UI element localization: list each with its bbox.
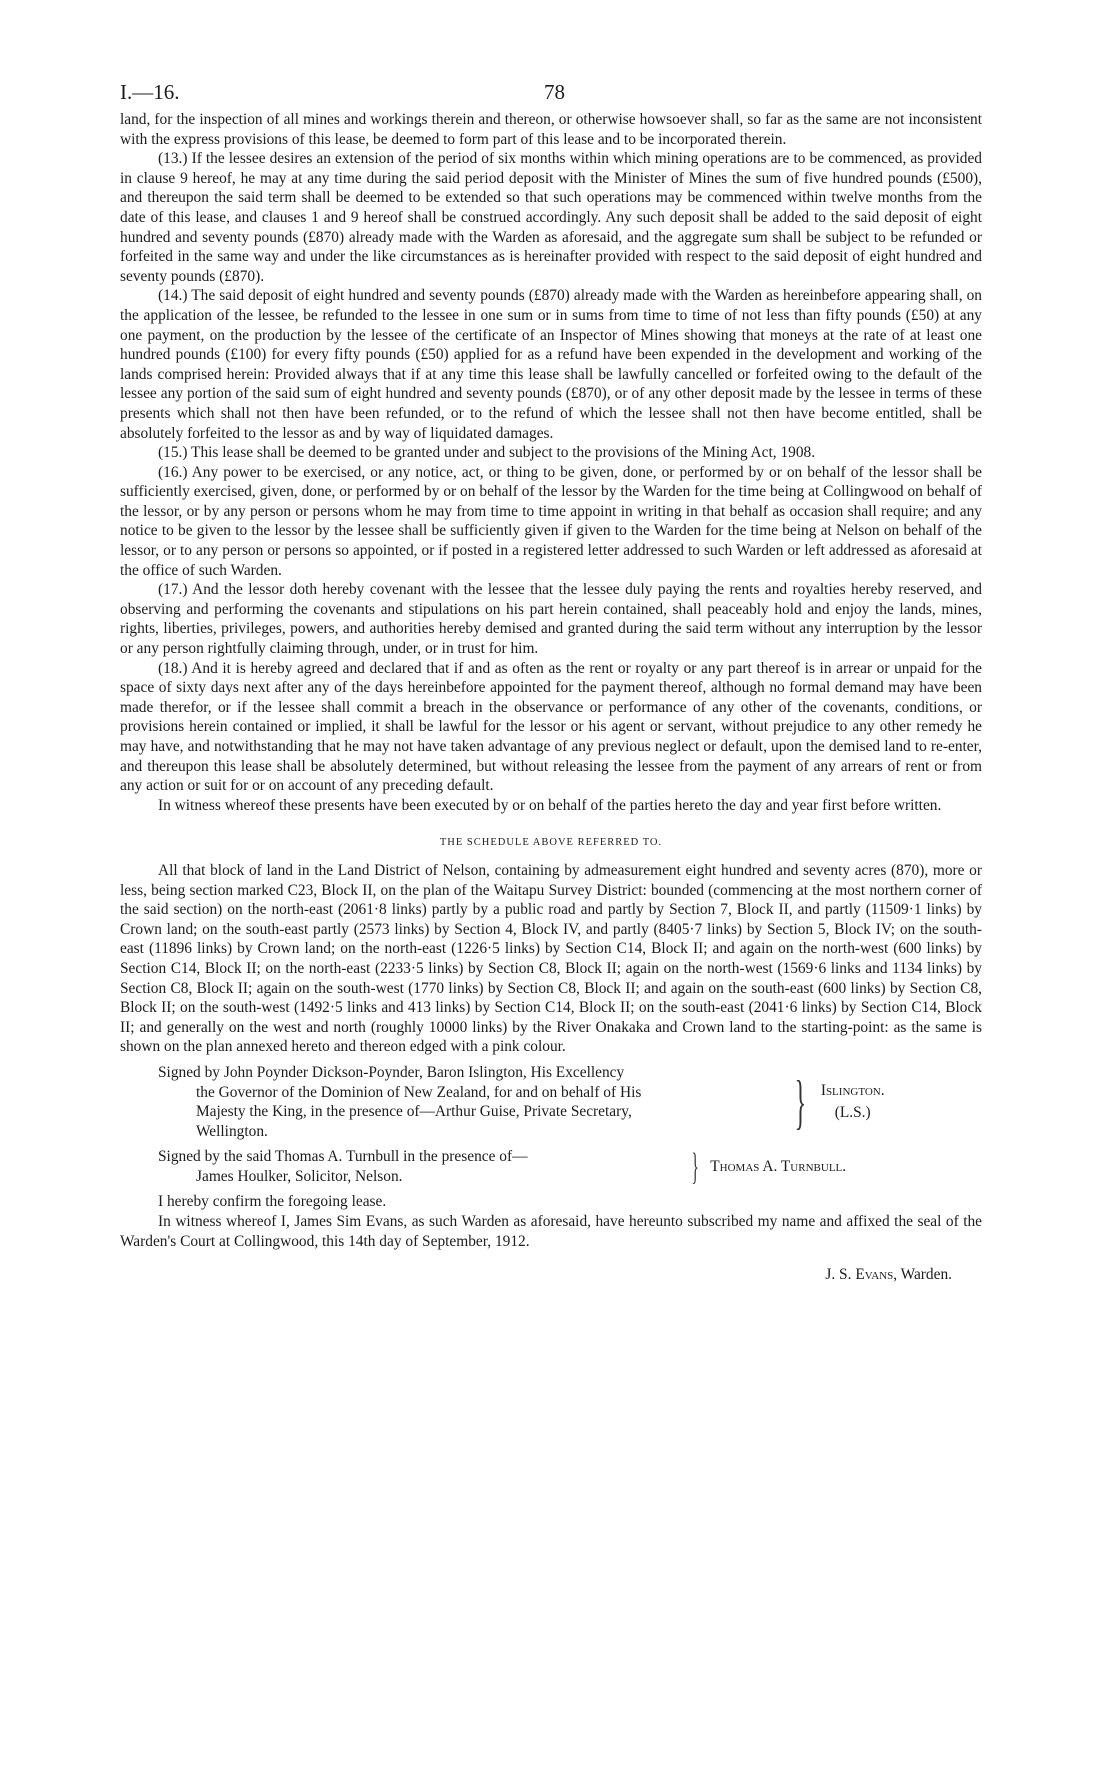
lease-body bbox=[120, 110, 982, 1285]
warden-signoff bbox=[120, 1265, 982, 1285]
document-reference: I.—16. bbox=[120, 80, 180, 104]
confirmation-line: I hereby confirm the foregoing lease. bbox=[158, 1193, 387, 1211]
witness-paragraph: In witness whereof these presents have been executed by or on behalf of the parties hereto the day and year first before written. bbox=[158, 796, 942, 814]
document-page bbox=[120, 0, 982, 1285]
clause-16: (16.) Any power to be exercised, or any notice, act, or thing to be given, done, or performed by or on behalf of the lessor shall be sufficiently exercised, given, done, or performed by or on behalf of the lessor by the Warden for the time being at Collingwood on behalf of the lessor, or by any person or persons whom he may from time to time appoint in writing in that behalf as occasion shall require; and any notice to be given to the lessor by the lessee shall be sufficiently given if given to the Warden for the time being at Nelson on behalf of the lessor, or to any person or persons so appointed, or if posted in a registered letter addressed to such Warden or left addressed as aforesaid at the office of such Warden. bbox=[120, 463, 982, 579]
clause-18: (18.) And it is hereby agreed and declared that if and as often as the rent or royalty or any part thereof is in arrear or unpaid for the space of sixty days next after any of the days hereinbefore appointed for the payment thereof, although no formal demand may have been made therefor, or if the lessee shall commit a breach in the observance or performance of any other of the covenants, conditions, or provisions herein contained or implied, it shall be lawful for the lessor or his agent or servant, without prejudice to any other remedy he may have, and notwithstanding that he may not have taken advantage of any previous neglect or default, upon the demised land to re-enter, and thereupon this lease shall be absolutely determined, but without releasing the lessee from the payment of any arrears of rent or from any action or suit for or on account of any preceding default. bbox=[120, 659, 982, 795]
signature-block-governor bbox=[120, 1063, 982, 1141]
clause-14: (14.) The said deposit of eight hundred and seventy pounds (£870) already made with the Warden as hereinbefore appearing shall, on the application of the lessee, be refunded to the lessee in one sum or in sums from time to time of not less than fifty pounds (£50) at any one payment, on the production by the lessee of the certificate of an Inspector of Mines showing that moneys at the rate of at least one hundred pounds (£100) for every fifty pounds (£50) applied for as a refund have been expended in the development and working of the lands comprised herein: Provided always that if at any time this lease shall be lawfully cancelled or forfeited owing to the default of the lessee any portion of the said sum of eight hundred and seventy pounds (£870), or of any other deposit made by the lessee in terms of these presents which shall not then have been refunded, or to the refund of which the lessee shall not then have become entitled, shall be absolutely forfeited to the lessor as and by way of liquidated damages. bbox=[120, 287, 982, 442]
clause-13: (13.) If the lessee desires an extension of the period of six months within which mining operations are to be commenced, as provided in clause 9 hereof, he may at any time during the said period deposit with the Minister of Mines the sum of five hundred pounds (£500), and thereupon the said term shall be deemed to be extended so that such operations may be commenced within twelve months from the date of this lease, and clauses 1 and 9 hereof shall be construed accordingly. Any such deposit shall be added to the said deposit of eight hundred and seventy pounds (£870) already made with the Warden as aforesaid, and the aggregate sum shall be subject to be refunded or forfeited in the same way and under the like circumstances as is hereinafter provided with respect to the said deposit of eight hundred and seventy pounds (£870). bbox=[120, 150, 982, 285]
signature-block-lessee bbox=[120, 1147, 982, 1186]
paragraph-continued: land, for the inspection of all mines and workings therein and thereon, or otherwise howsoever shall, so far as the same are not inconsistent with the express provisions of this lease, be deemed to form part of this lease and to be incorporated therein. bbox=[120, 111, 982, 148]
schedule-title: THE SCHEDULE ABOVE REFERRED TO. bbox=[439, 837, 663, 849]
signatory-name: Thomas A. Turnbull. bbox=[710, 1158, 847, 1176]
clause-17: (17.) And the lessor doth hereby covenant with the lessee that the lessee duly paying the rents and royalties hereby reserved, and observing and performing the covenants and stipulations on his part herein contained, shall peaceably hold and enjoy the lands, mines, rights, liberties, privileges, powers, and authorities hereby demised and granted during the said term without any interruption by the lessor or any person rightfully claiming through, under, or in trust for him. bbox=[120, 581, 982, 658]
signature-text: Signed by the said Thomas A. Turnbull in the presence of— James Houlker, Solicitor, Nelson. bbox=[158, 1148, 528, 1185]
schedule-text: All that block of land in the Land District of Nelson, containing by admeasurement eight hundred and seventy acres (870), more or less, being section marked C23, Block II, on the plan of the Waitapu Survey District: bounded (commencing at the most northern corner of the said section) on the north-east (2061·8 links) partly by a public road and partly by Section 7, Block II, and partly (11509·1 links) by Crown land; on the south-east partly (2573 links) by Section 4, Block IV, and partly (8405·7 links) by Section 5, Block IV; on the south-east (11896 links) by Crown land; on the north-east (1226·5 links) by Section C14, Block II; and again on the north-west (600 links) by Section C14, Block II; on the north-east (2233·5 links) by Section C8, Block II; again on the north-west (1569·6 links and 1134 links) by Section C8, Block II; again on the south-west (1770 links) by Section C8, Block II; and again on the south-east (600 links) by Section C8, Block II; on the south-west (1492·5 links and 413 links) by Section C14, Block II; on the south-east (2041·6 links) by Section C14, Block II; and generally on the west and north (roughly 10000 links) by the River Onakaka and Crown land to the starting-point: as the same is shown on the plan annexed hereto and thereon edged with a pink colour. bbox=[120, 861, 982, 1056]
signature-text: Signed by John Poynder Dickson-Poynder, Baron Islington, His Excellency the Governor of the Dominion of New Zealand, for and on behalf of His Majesty the King, in the presence of—Arthur Guise, Private Secretary, Wellington. bbox=[158, 1063, 642, 1140]
warden-title: , Warden. bbox=[893, 1266, 952, 1284]
signatory-name: Islington. (L.S.) bbox=[821, 1080, 885, 1124]
page-number: 78 bbox=[544, 80, 565, 104]
clause-15: (15.) This lease shall be deemed to be granted under and subject to the provisions of the Mining Act, 1908. bbox=[158, 444, 816, 462]
brace-icon: } bbox=[794, 1069, 807, 1136]
page-header bbox=[120, 0, 982, 110]
warden-witness-clause: In witness whereof I, James Sim Evans, as such Warden as aforesaid, have hereunto subscribed my name and affixed the seal of the Warden's Court at Collingwood, this 14th day of September, 1912. bbox=[120, 1213, 982, 1250]
seal-mark: (L.S.) bbox=[834, 1104, 871, 1122]
brace-icon: } bbox=[691, 1145, 699, 1188]
warden-name: J. S. Evans bbox=[825, 1266, 894, 1284]
